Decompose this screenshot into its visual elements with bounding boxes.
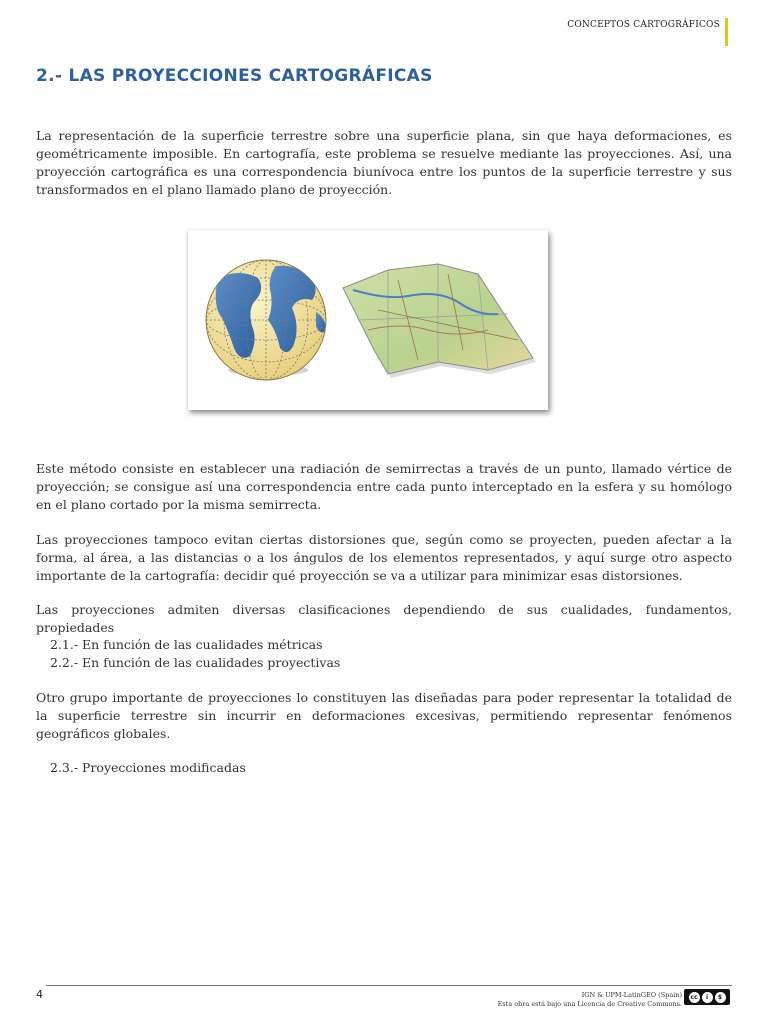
running-header: CONCEPTOS CARTOGRÁFICOS [567,20,720,30]
list-item-cualidades-metricas: 2.1.- En función de las cualidades métricas [50,637,323,652]
header-accent-bar [725,18,728,46]
section-title: 2.- LAS PROYECCIONES CARTOGRÁFICAS [36,66,433,86]
globe-icon [206,260,326,380]
list-item-proyecciones-modificadas: 2.3.- Proyecciones modificadas [50,760,246,775]
paragraph-metodo: Este método consiste en establecer una radiación de semirrectas a través de un punto, llamado vértice de proyección; se consigue así una correspondencia entre cada punto interceptado en la esfera y su homólogo en el plano cortado por la misma semirrecta. [36,461,732,512]
paragraph-clasificaciones: Las proyecciones admiten diversas clasificaciones dependiendo de sus cualidades, fundamentos, propiedades [36,602,732,635]
paragraph-otro-grupo: Otro grupo importante de proyecciones lo constituyen las diseñadas para poder representar la totalidad de la superficie terrestre sin incurrir en deformaciones excesivas, permitiendo representar fenómenos geográficos globales. [36,690,732,741]
page-number: 4 [36,988,43,1001]
list-item-cualidades-proyectivas: 2.2.- En función de las cualidades proyectivas [50,655,341,670]
figure-globe-and-map [188,230,548,410]
creative-commons-icon[interactable] [684,989,730,1005]
nc-icon: $ [715,992,726,1003]
cc-icon: cc [690,993,698,1001]
paragraph-intro: La representación de la superficie terrestre sobre una superficie plana, sin que haya deformaciones, es geométricamente imposible. En cartografía, este problema se resuelve mediante las proyecciones. Así, una proyección cartográfica es una correspondencia biunívoca entre los puntos de la superficie terrestre y sus transformados en el plano llamado plano de proyección. [36,128,732,197]
footer-credit: IGN & UPM-LatinGEO (Spain) [581,991,682,999]
figure-illustration [188,230,548,410]
paragraph-distorsiones: Las proyecciones tampoco evitan ciertas distorsiones que, según como se proyecten, pueden afectar a la forma, al área, a las distancias o a los ángulos de los elementos representados, y aquí surge otro aspecto importante de la cartografía: decidir qué proyección se va a utilizar para minimizar esas distorsiones. [36,532,732,583]
footer-license-text: Esta obra está bajo una Licencia de Creative Commons. [497,1000,682,1008]
footer-divider [46,985,732,986]
by-icon: i [702,992,713,1003]
folded-map-icon [343,264,536,378]
